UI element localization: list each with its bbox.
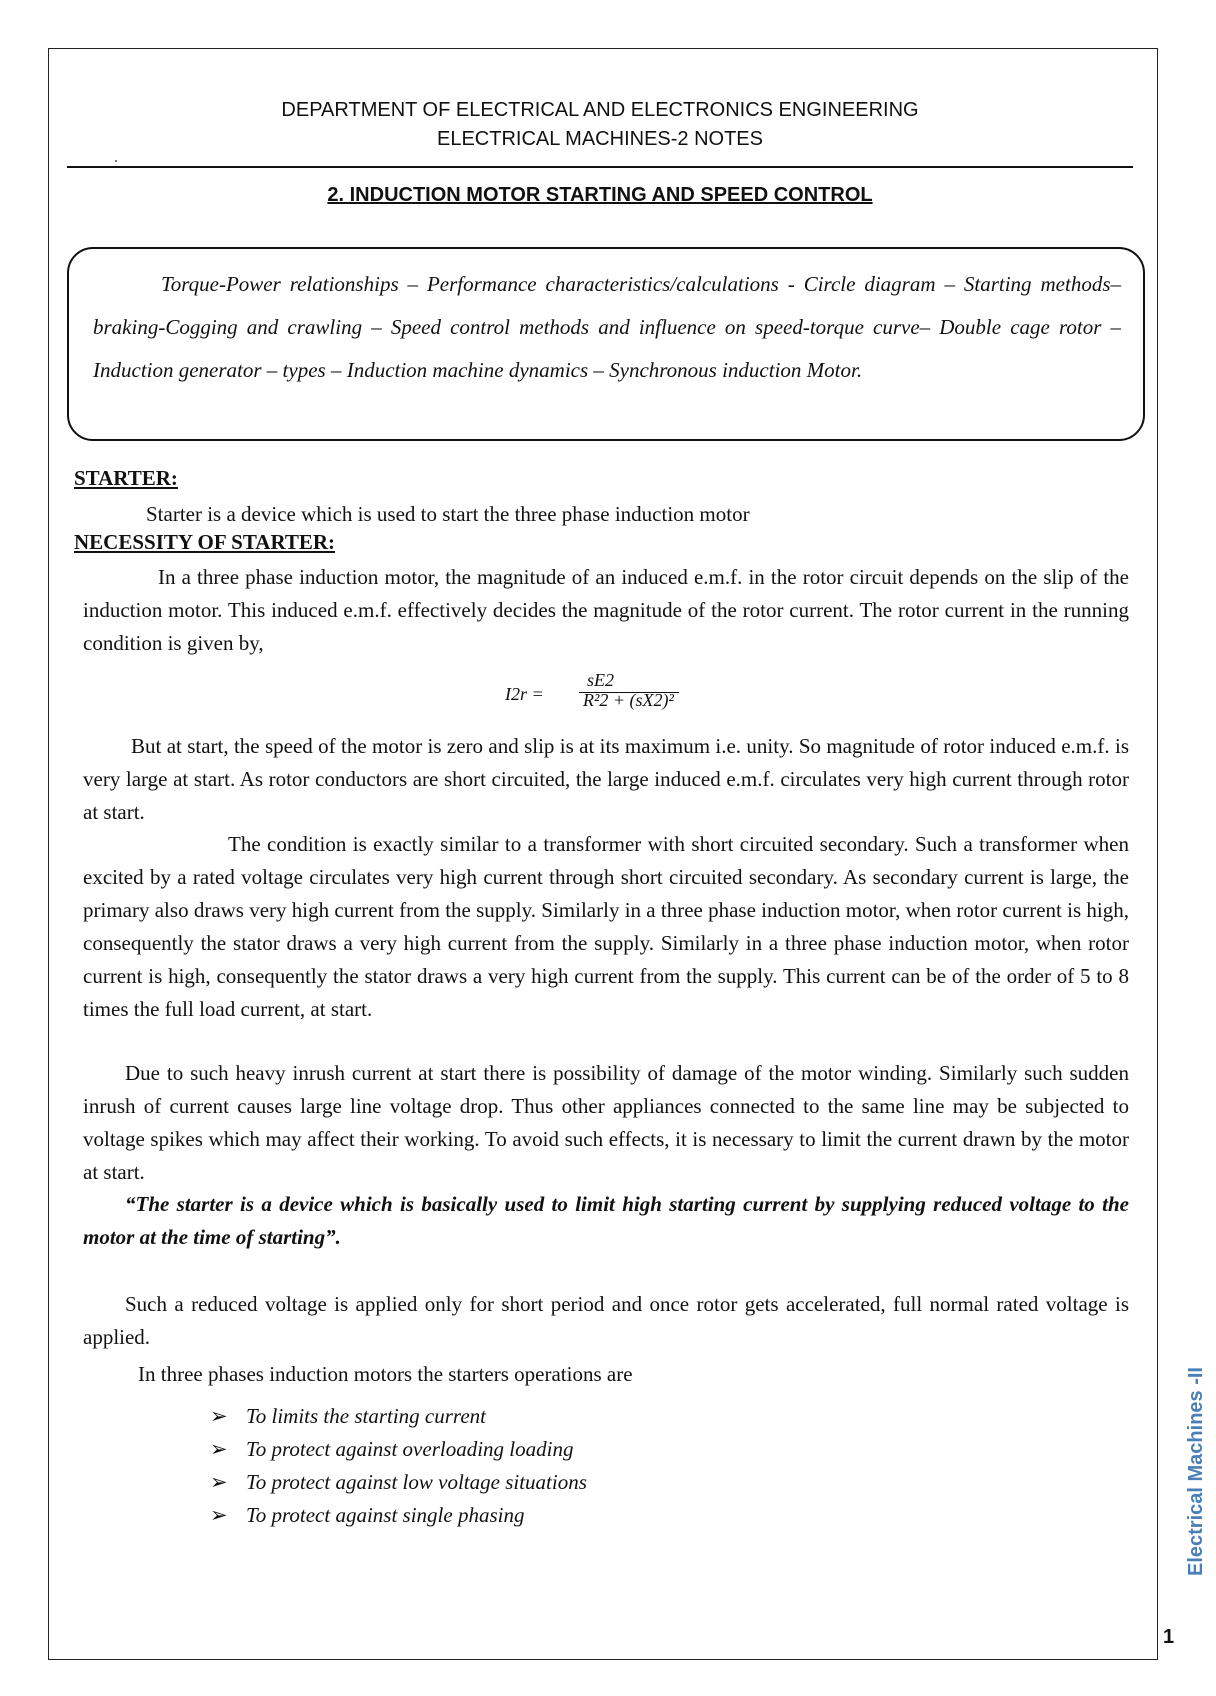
arrow-bullet-icon: ➢ (210, 1503, 228, 1527)
paragraph-transformer-analogy: The condition is exactly similar to a transformer with short circuited secondary. Such a transformer when excited by a rated voltage circulates very high current through short circuited secondary. As secondary current is large, the primary also draws very high current from the supply. Similarly in a three phase induction motor, when rotor current is high, consequently the stator draws a very high current from the supply. Similarly in a three phase induction motor, when rotor current is high, consequently the stator draws a very high current from the supply. This current can be of the order of 5 to 8 times the full load current, at start. (83, 832, 1129, 1021)
arrow-bullet-icon: ➢ (210, 1404, 228, 1428)
sidebar-course-label (1156, 1340, 1216, 1600)
page-number: 1 (1163, 1626, 1175, 1648)
course-heading: ELECTRICAL MACHINES-2 NOTES (437, 128, 763, 150)
rotor-current-equation (505, 670, 705, 726)
starter-heading: STARTER: (74, 466, 178, 490)
paragraph-inrush-effects: Due to such heavy inrush current at start there is possibility of damage of the motor winding. Similarly such sudden inrush of current causes large line voltage drop. Thus other appliances connected to the same line may be subjected to voltage spikes which may affect their working. To avoid such effects, it is necessary to limit the current drawn by the motor at start. (83, 1061, 1129, 1184)
list-item-text: To protect against low voltage situations (246, 1470, 587, 1494)
starter-definition-quote: “The starter is a device which is basically used to limit high starting current by supplying reduced voltage to the motor at the time of starting”. (83, 1192, 1129, 1249)
chapter-title: 2. INDUCTION MOTOR STARTING AND SPEED CONTROL (327, 184, 873, 206)
stray-dot (115, 160, 117, 162)
equation-numerator: sE2 (587, 670, 614, 690)
necessity-paragraph: In a three phase induction motor, the magnitude of an induced e.m.f. in the rotor circuit depends on the slip of the induction motor. This induced e.m.f. effectively decides the magnitude of the rotor current. The rotor current in the running condition is given by, (83, 565, 1129, 655)
necessity-heading: NECESSITY OF STARTER: (74, 530, 336, 554)
list-item-text: To limits the starting current (246, 1404, 486, 1428)
list-item (210, 1433, 587, 1466)
paragraph-starter-operations: In three phases induction motors the starters operations are (138, 1362, 633, 1386)
equation-denominator: R²2 + (sX2)² (583, 690, 674, 710)
arrow-bullet-icon: ➢ (210, 1470, 228, 1494)
list-item-text: To protect against overloading loading (246, 1437, 574, 1461)
department-heading: DEPARTMENT OF ELECTRICAL AND ELECTRONICS ENGINEERING (281, 99, 919, 121)
starter-definition: Starter is a device which is used to start the three phase induction motor (146, 502, 750, 526)
header-rule (67, 166, 1133, 168)
list-item (210, 1499, 587, 1532)
sidebar-label-text: Electrical Machines -II (1184, 1367, 1207, 1576)
list-item (210, 1400, 587, 1433)
syllabus-box: Torque-Power relationships – Performance characteristics/calculations - Circle diagram – Starting methods– braking-Cogging and crawling – Speed control methods and influence on speed-torque curve– Double cage rotor – Induction generator – types – Induction machine dynamics – Synchronous induction Motor. (67, 247, 1145, 441)
equation-lhs: I2r = (505, 684, 544, 704)
list-item (210, 1466, 587, 1499)
list-item-text: To protect against single phasing (246, 1503, 525, 1527)
starter-operations-list (210, 1400, 587, 1532)
paragraph-start-condition: But at start, the speed of the motor is zero and slip is at its maximum i.e. unity. So magnitude of rotor induced e.m.f. is very large at start. As rotor conductors are short circuited, the large induced e.m.f. circulates very high current through rotor at start. (83, 734, 1129, 824)
arrow-bullet-icon: ➢ (210, 1437, 228, 1461)
paragraph-reduced-voltage: Such a reduced voltage is applied only for short period and once rotor gets accelerated, full normal rated voltage is applied. (83, 1292, 1129, 1349)
